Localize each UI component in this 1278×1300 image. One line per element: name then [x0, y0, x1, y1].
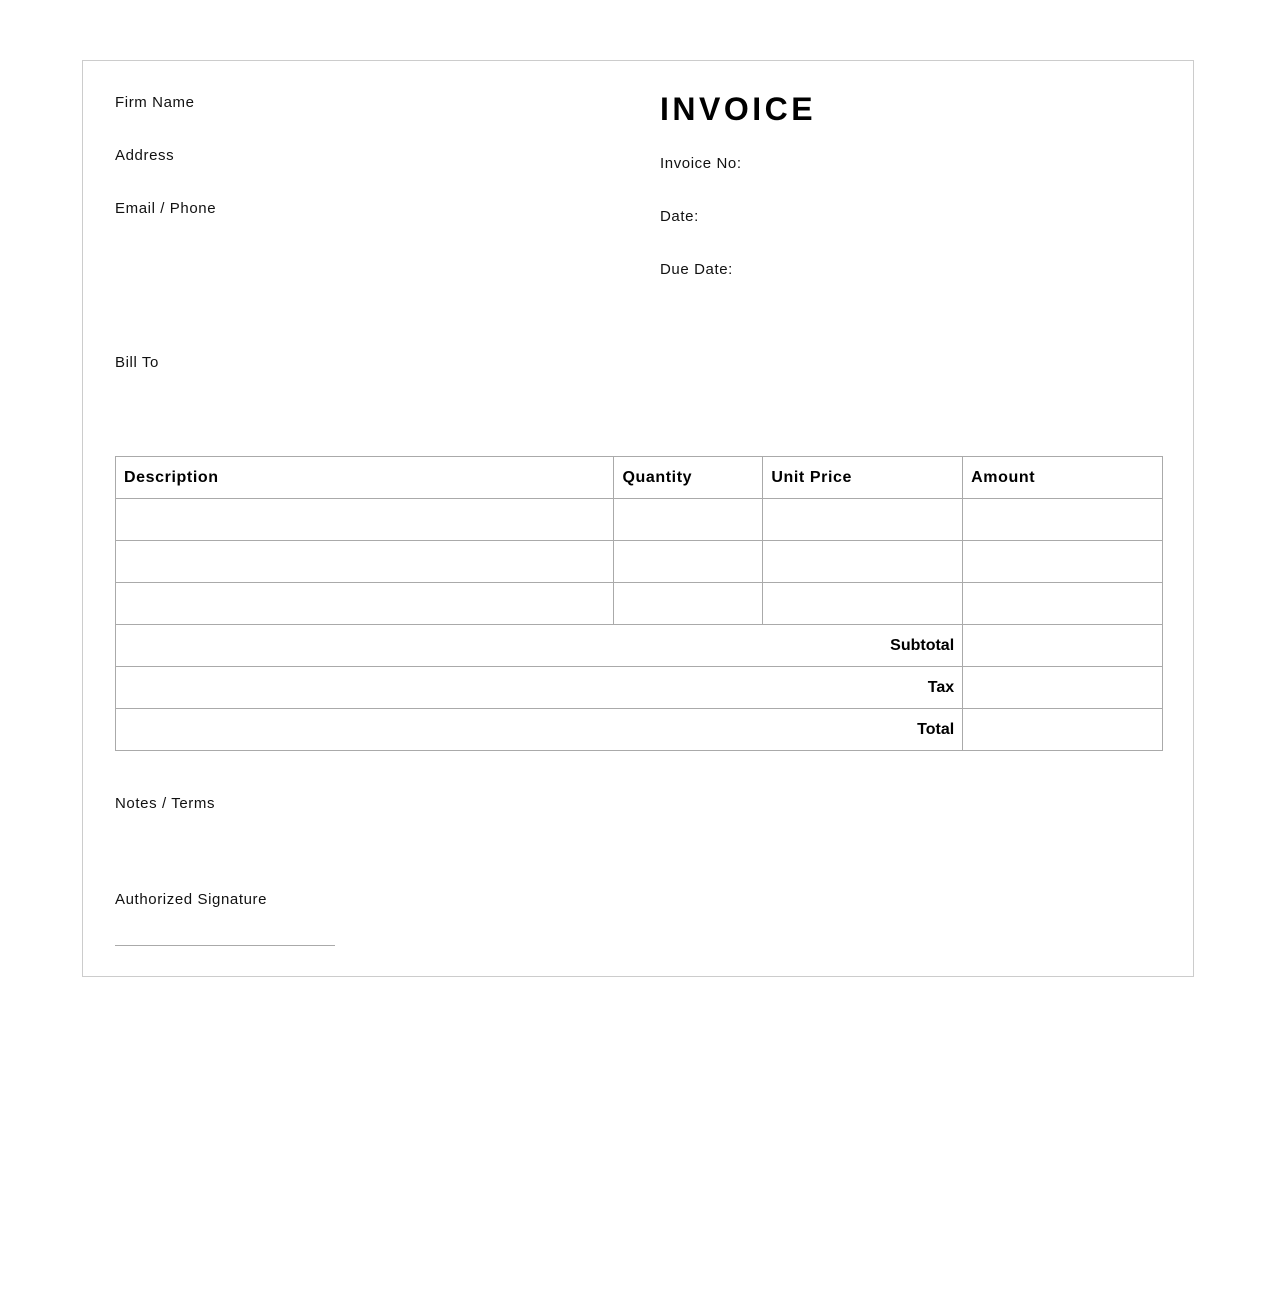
cell-description[interactable]: [116, 583, 614, 625]
cell-unit-price[interactable]: [763, 583, 963, 625]
cell-description[interactable]: [116, 499, 614, 541]
subtotal-value[interactable]: [963, 625, 1163, 667]
table-row: [116, 541, 1163, 583]
cell-quantity[interactable]: [614, 583, 763, 625]
table-row: [116, 583, 1163, 625]
email-phone-label: Email / Phone: [115, 200, 217, 217]
tax-label: Tax: [116, 667, 963, 709]
cell-amount[interactable]: [963, 499, 1163, 541]
signature-line: [115, 945, 335, 946]
cell-unit-price[interactable]: [763, 499, 963, 541]
notes-terms-label: Notes / Terms: [115, 795, 216, 812]
due-date-label: Due Date:: [660, 261, 733, 278]
table-header-row: [116, 457, 1163, 499]
date-label: Date:: [660, 208, 699, 225]
header-amount: Amount: [963, 457, 1163, 499]
line-items-table: [115, 456, 1163, 751]
tax-value[interactable]: [963, 667, 1163, 709]
cell-description[interactable]: [116, 541, 614, 583]
total-value[interactable]: [963, 709, 1163, 751]
cell-quantity[interactable]: [614, 499, 763, 541]
invoice-page: [82, 60, 1194, 977]
header-description: Description: [116, 457, 614, 499]
subtotal-label: Subtotal: [116, 625, 963, 667]
cell-amount[interactable]: [963, 541, 1163, 583]
total-label: Total: [116, 709, 963, 751]
table-row: [116, 499, 1163, 541]
bill-to-label: Bill To: [115, 354, 159, 371]
invoice-title: INVOICE: [660, 91, 817, 127]
total-row: [116, 709, 1163, 751]
signature-label: Authorized Signature: [115, 891, 268, 908]
header-quantity: Quantity: [614, 457, 763, 499]
invoice-no-label: Invoice No:: [660, 155, 742, 172]
subtotal-row: [116, 625, 1163, 667]
cell-unit-price[interactable]: [763, 541, 963, 583]
cell-quantity[interactable]: [614, 541, 763, 583]
header-unit-price: Unit Price: [763, 457, 963, 499]
tax-row: [116, 667, 1163, 709]
cell-amount[interactable]: [963, 583, 1163, 625]
address-label: Address: [115, 147, 175, 164]
firm-name-label: Firm Name: [115, 94, 195, 111]
